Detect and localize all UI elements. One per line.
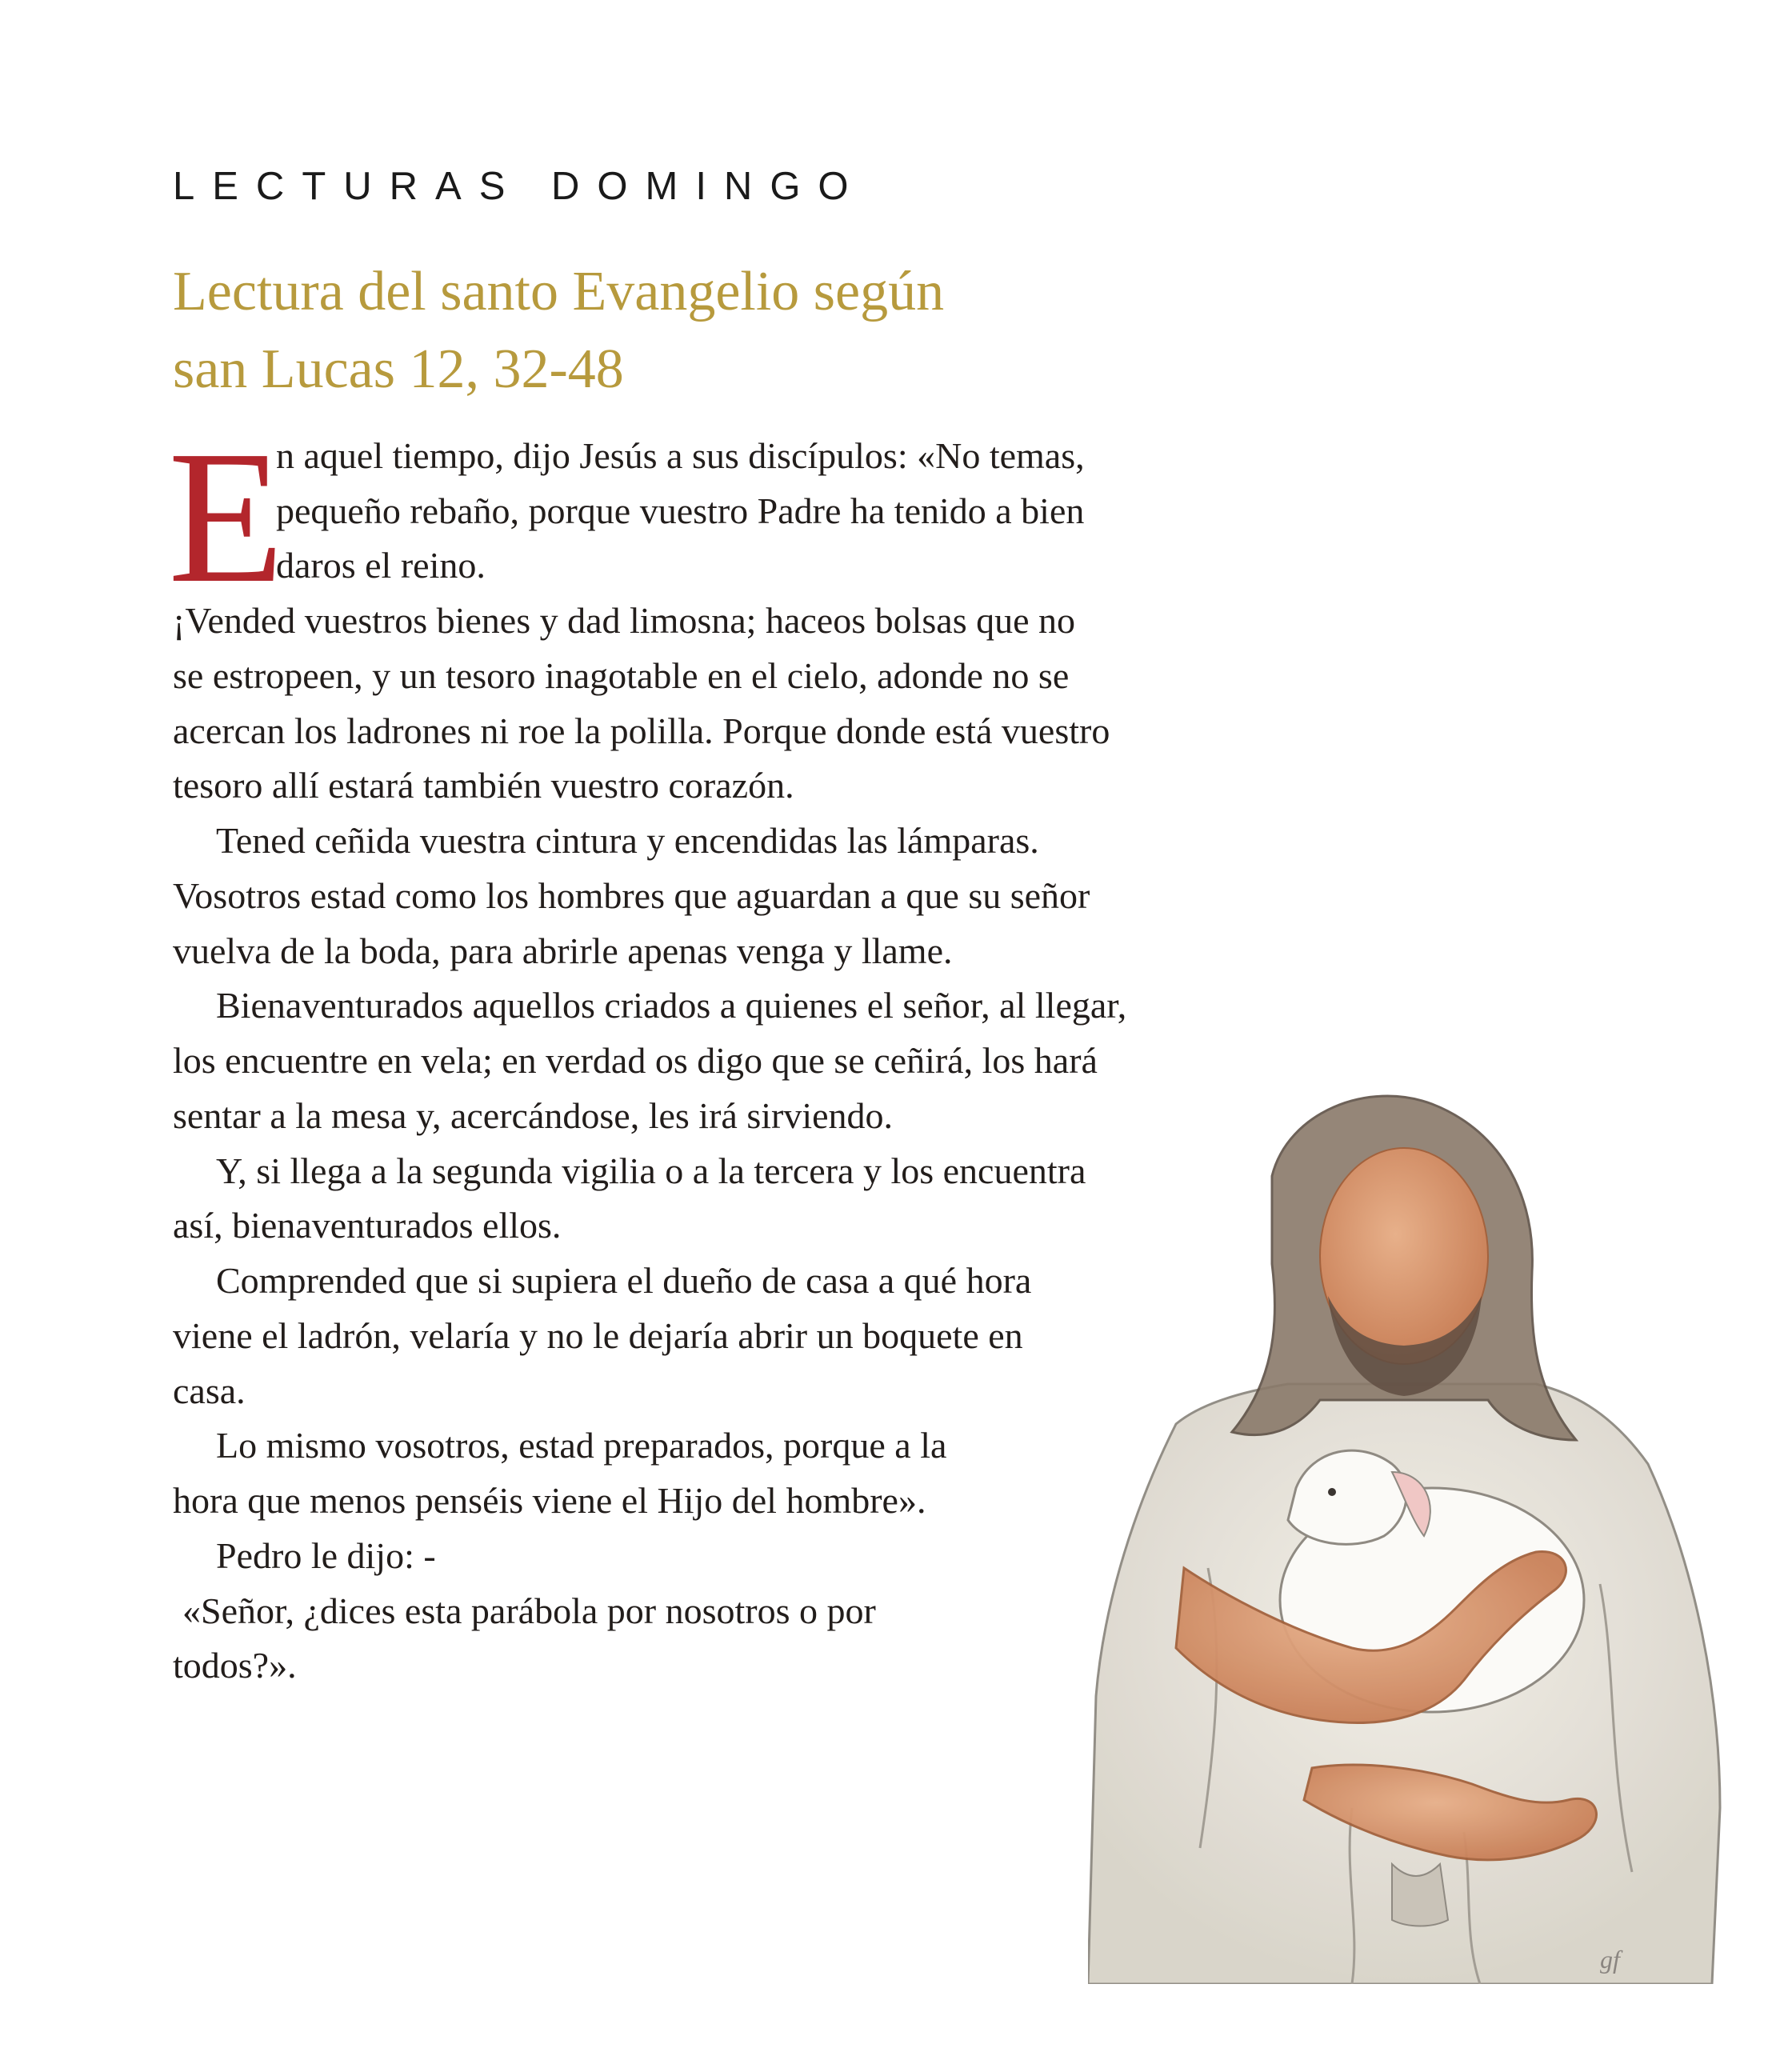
text-line: Pedro le dijo: -: [216, 1535, 436, 1576]
text-line: así, bienaventurados ellos.: [173, 1205, 562, 1246]
text-line: Y, si llega a la segunda vigilia o a la tercera y los encuentra: [216, 1150, 1086, 1191]
text-line: viene el ladrón, velaría y no le dejaría abrir un boquete en: [173, 1315, 1023, 1356]
text-line: vuelva de la boda, para abrirle apenas venga y llame.: [173, 930, 953, 971]
text-line: Tened ceñida vuestra cintura y encendidas las lámparas.: [216, 820, 1039, 861]
text-line: acercan los ladrones ni roe la polilla. Porque donde está vuestro: [173, 710, 1110, 751]
text-line: se estropeen, y un tesoro inagotable en el cielo, adonde no se: [173, 655, 1070, 696]
section-label: LECTURAS DOMINGO: [173, 165, 866, 208]
text-line: Vosotros estad como los hombres que aguardan a que su señor: [173, 875, 1090, 916]
text-line: Lo mismo vosotros, estad preparados, porque a la: [216, 1425, 947, 1466]
text-line: Comprended que si supiera el dueño de casa a qué hora: [216, 1260, 1032, 1301]
text-line: casa.: [173, 1370, 246, 1411]
text-line: todos?».: [173, 1645, 297, 1686]
text-line: hora que menos penséis viene el Hijo del hombre».: [173, 1480, 926, 1521]
text-line: «Señor, ¿dices esta parábola por nosotros o por: [182, 1590, 876, 1631]
jesus-with-lamb-illustration: [1088, 1088, 1728, 1984]
text-line: tesoro allí estará también vuestro corazón.: [173, 765, 794, 806]
text-line: Bienaventurados aquellos criados a quienes el señor, al llegar,: [216, 985, 1127, 1026]
text-line: ¡Vended vuestros bienes y dad limosna; haceos bolsas que no: [173, 600, 1076, 641]
reading-title-line-2: san Lucas 12, 32-48: [173, 338, 624, 400]
reading-title: [173, 253, 1293, 408]
text-line: n aquel tiempo, dijo Jesús a sus discípulos: «No temas,: [276, 435, 1085, 476]
text-line: daros el reino.: [276, 545, 486, 586]
reading-title-line-1: Lectura del santo Evangelio según: [173, 261, 945, 322]
artist-signature: gf: [1600, 1945, 1620, 1974]
text-line: pequeño rebaño, porque vuestro Padre ha tenido a bien: [276, 490, 1085, 531]
lamb-eye: [1328, 1488, 1336, 1496]
text-line: los encuentre en vela; en verdad os digo que se ceñirá, los hará: [173, 1040, 1098, 1081]
text-line: sentar a la mesa y, acercándose, les irá sirviendo.: [173, 1095, 894, 1136]
drop-cap: E: [168, 412, 285, 622]
